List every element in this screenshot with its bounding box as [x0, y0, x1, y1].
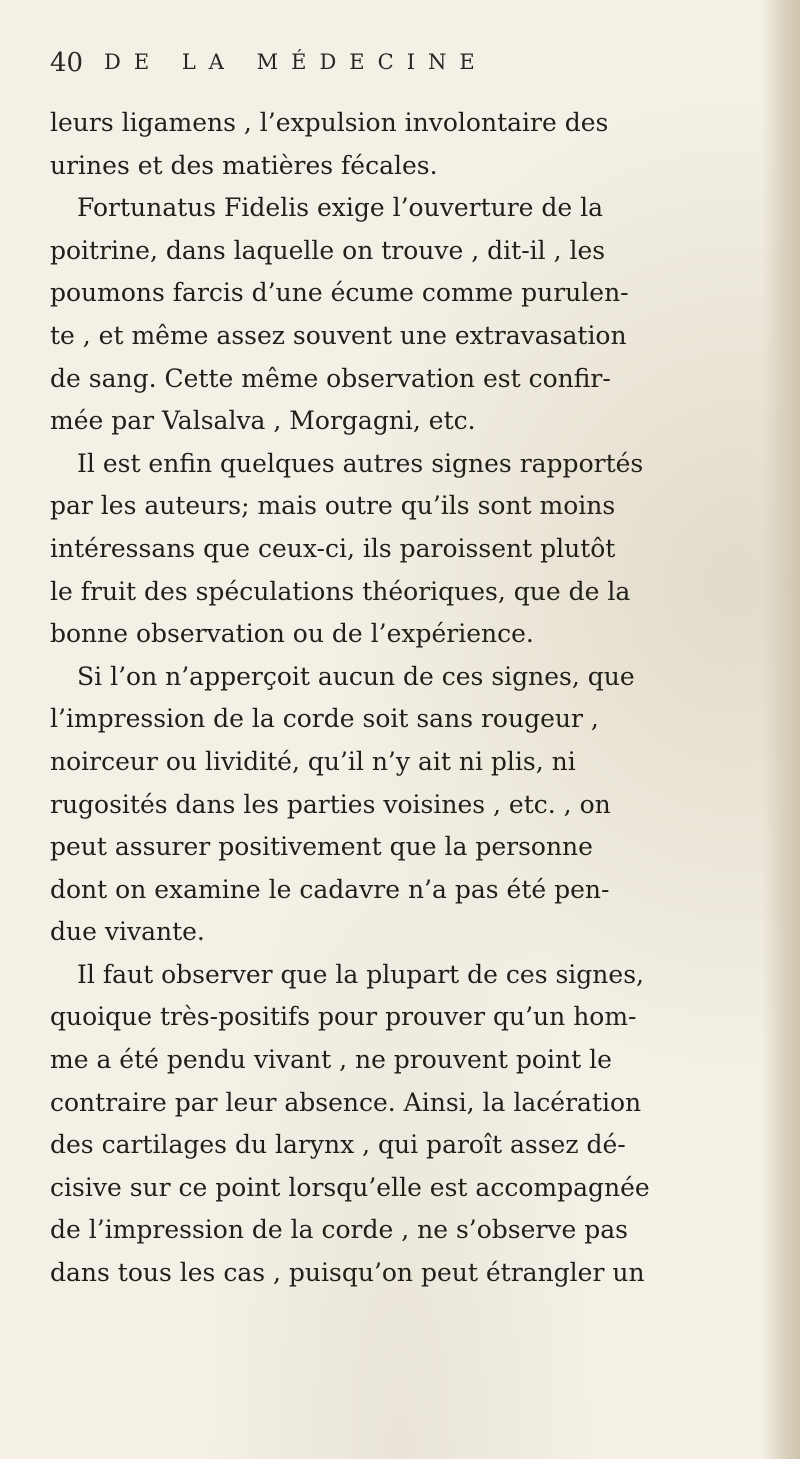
text-line: peut assurer positivement que la personne: [50, 832, 593, 862]
body-text: [50, 102, 758, 1295]
text-line: poumons farcis d’une écume comme purulen-: [50, 278, 629, 308]
paragraph-start-line: Il faut observer que la plupart de ces signes,: [77, 959, 644, 989]
text-line: le fruit des spéculations théoriques, que de la: [50, 576, 631, 606]
text-line: urines et des matières fécales.: [50, 150, 438, 180]
text-line: due vivante.: [50, 917, 205, 947]
text-line: bonne observation ou de l’expérience.: [50, 619, 534, 649]
text-line: dans tous les cas , puisqu’on peut étrangler un: [50, 1258, 645, 1288]
text-line: intéressans que ceux-ci, ils paroissent plutôt: [50, 533, 616, 563]
text-line: leurs ligamens , l’expulsion involontaire des: [50, 108, 609, 137]
text-line: te , et même assez souvent une extravasation: [50, 320, 627, 350]
text-line: noirceur ou lividité, qu’il n’y ait ni plis, ni: [50, 746, 576, 776]
text-line: contraire par leur absence. Ainsi, la lacération: [50, 1087, 642, 1117]
page-number: 40: [50, 48, 84, 78]
text-line: poitrine, dans laquelle on trouve , dit-il , les: [50, 235, 606, 265]
text-line: de l’impression de la corde , ne s’observe pas: [50, 1215, 628, 1245]
text-line: cisive sur ce point lorsqu’elle est accompagnée: [50, 1172, 650, 1202]
text-line: de sang. Cette même observation est confir-: [50, 363, 611, 393]
text-line: quoique très-positifs pour prouver qu’un hom-: [50, 1002, 637, 1032]
paragraph-start-line: Fortunatus Fidelis exige l’ouverture de la: [77, 193, 604, 223]
text-line: mée par Valsalva , Morgagni, etc.: [50, 406, 476, 436]
paragraph-start-line: Il est enfin quelques autres signes rapportés: [77, 448, 644, 478]
text-line: par les auteurs; mais outre qu’ils sont moins: [50, 491, 616, 521]
text-line: rugosités dans les parties voisines , etc. , on: [50, 789, 611, 819]
page-header: [50, 48, 750, 88]
running-head: DE LA MÉDECINE: [104, 50, 488, 74]
page-edge-shadow: [762, 0, 800, 1459]
text-line: me a été pendu vivant , ne prouvent point le: [50, 1045, 612, 1075]
text-line: des cartilages du larynx , qui paroît assez dé-: [50, 1130, 626, 1160]
text-line: dont on examine le cadavre n’a pas été pen-: [50, 874, 610, 904]
paragraph-start-line: Si l’on n’apperçoit aucun de ces signes, que: [77, 661, 635, 691]
text-line: l’impression de la corde soit sans rougeur ,: [50, 704, 599, 734]
